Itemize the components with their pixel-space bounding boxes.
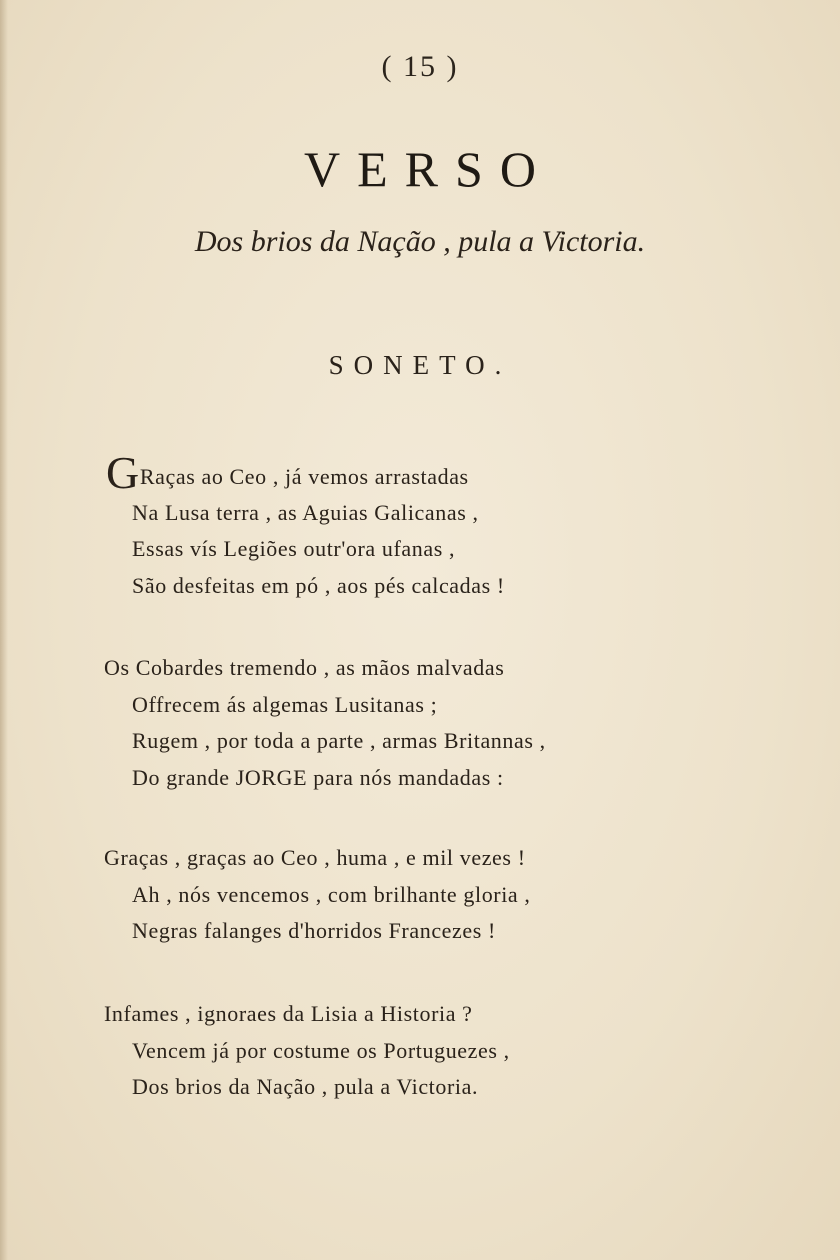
poem-line: Do grande JORGE para nós mandadas : [132, 764, 504, 790]
poem-line: Vencem já por costume os Portuguezes , [132, 1037, 510, 1063]
poem-form-heading: SONETO. [328, 350, 512, 380]
poem-line [104, 447, 704, 498]
stanza-4 [104, 996, 704, 1106]
poem-line: Negras falanges d'horridos Francezes ! [132, 918, 496, 943]
poem-line: São desfeitas em pó , aos pés calcadas ! [132, 572, 505, 598]
poem-line: Dos brios da Nação , pula a Victoria. [132, 1074, 479, 1099]
page-title: VERSO [304, 141, 553, 197]
stanza-2 [104, 650, 704, 796]
drop-cap: G [106, 447, 140, 498]
page-number: ( 15 ) [381, 50, 459, 83]
poem-line: Essas vís Legiões outr'ora ufanas , [132, 536, 456, 561]
stanza-1 [104, 447, 704, 604]
poem-line: Infames , ignoraes da Lisia a Historia ? [104, 1001, 473, 1026]
poem-line: Rugem , por toda a parte , armas Britannas , [132, 728, 546, 753]
poem-line: Graças , graças ao Ceo , huma , e mil vezes ! [104, 845, 526, 870]
poem-line: Na Lusa terra , as Aguias Galicanas , [132, 499, 479, 525]
poem-line: Ah , nós vencemos , com brilhante gloria , [132, 881, 531, 907]
page-subtitle: Dos brios da Nação , pula a Victoria. [194, 225, 646, 258]
poem-line: Offrecem ás algemas Lusitanas ; [132, 691, 438, 717]
poem-line-text: Raças ao Ceo , já vemos arrastadas [139, 464, 469, 489]
stanza-3 [104, 840, 704, 950]
poem-line: Os Cobardes tremendo , as mãos malvadas [104, 655, 505, 680]
